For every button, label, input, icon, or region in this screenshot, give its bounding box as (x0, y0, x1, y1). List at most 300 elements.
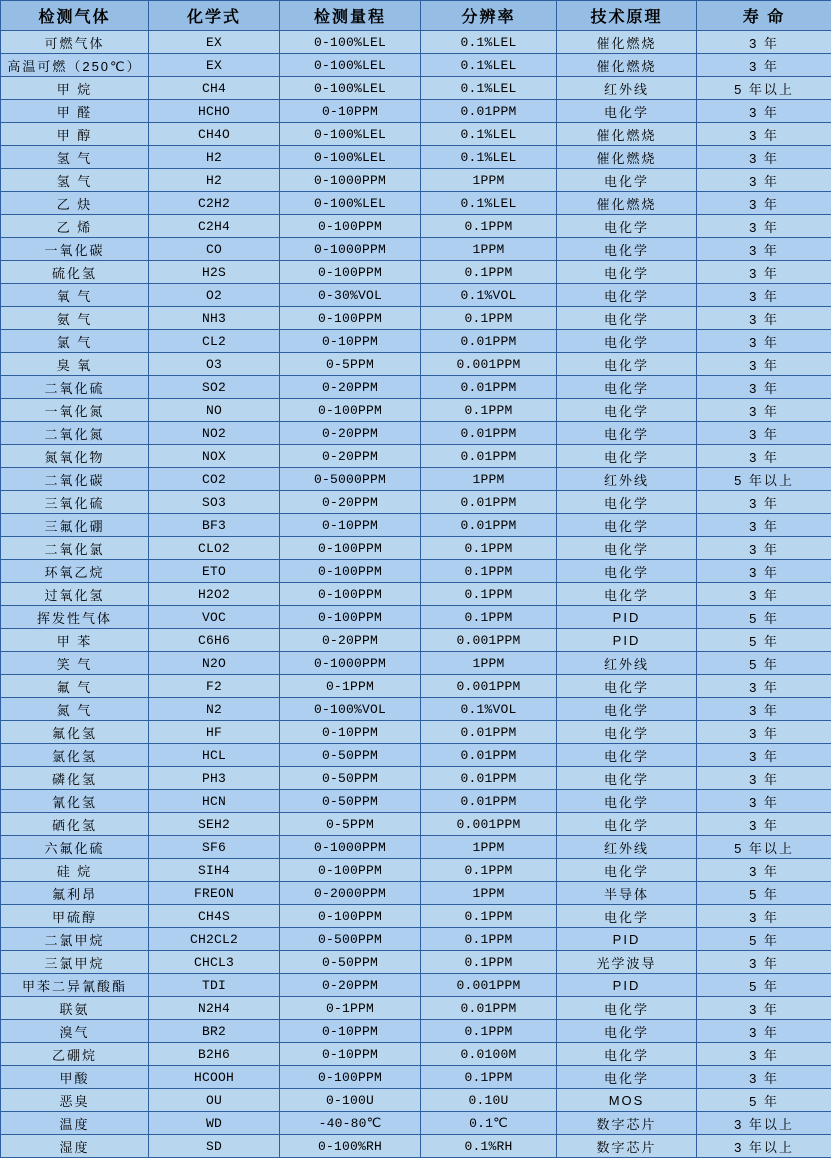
cell-lifetime: 5 年 (697, 606, 831, 629)
cell-range: 0-5000PPM (280, 468, 421, 491)
cell-lifetime: 3 年 (697, 721, 831, 744)
cell-formula: HCL (149, 744, 280, 767)
cell-gas: 氯化氢 (1, 744, 149, 767)
cell-principle: PID (557, 928, 697, 951)
cell-range: 0-5PPM (280, 353, 421, 376)
cell-lifetime: 3 年 (697, 31, 831, 54)
cell-resolution: 0.1PPM (421, 859, 557, 882)
cell-range: 0-1PPM (280, 997, 421, 1020)
cell-resolution: 1PPM (421, 169, 557, 192)
cell-principle: 电化学 (557, 560, 697, 583)
cell-range: 0-1000PPM (280, 238, 421, 261)
cell-gas: 三氟化硼 (1, 514, 149, 537)
cell-principle: 电化学 (557, 813, 697, 836)
cell-formula: SEH2 (149, 813, 280, 836)
cell-range: 0-100U (280, 1089, 421, 1112)
cell-range: 0-10PPM (280, 721, 421, 744)
cell-formula: NOX (149, 445, 280, 468)
cell-gas: 联氨 (1, 997, 149, 1020)
column-header-principle: 技术原理 (557, 1, 697, 31)
cell-lifetime: 3 年 (697, 399, 831, 422)
table-row (1, 744, 831, 767)
cell-formula: CH4S (149, 905, 280, 928)
cell-principle: 电化学 (557, 284, 697, 307)
cell-lifetime: 3 年 (697, 330, 831, 353)
cell-formula: O3 (149, 353, 280, 376)
cell-lifetime: 3 年 (697, 859, 831, 882)
table-row (1, 905, 831, 928)
cell-range: 0-20PPM (280, 491, 421, 514)
cell-resolution: 0.001PPM (421, 974, 557, 997)
cell-lifetime: 5 年 (697, 1089, 831, 1112)
cell-lifetime: 3 年 (697, 951, 831, 974)
cell-gas: 臭 氧 (1, 353, 149, 376)
cell-lifetime: 3 年 (697, 353, 831, 376)
cell-formula: O2 (149, 284, 280, 307)
cell-formula: B2H6 (149, 1043, 280, 1066)
cell-formula: NO (149, 399, 280, 422)
cell-formula: CH4O (149, 123, 280, 146)
cell-resolution: 0.1%RH (421, 1135, 557, 1158)
cell-resolution: 0.01PPM (421, 721, 557, 744)
cell-resolution: 1PPM (421, 238, 557, 261)
cell-resolution: 0.01PPM (421, 514, 557, 537)
cell-formula: H2 (149, 169, 280, 192)
cell-resolution: 0.1PPM (421, 307, 557, 330)
cell-gas: 可燃气体 (1, 31, 149, 54)
cell-principle: 数字芯片 (557, 1112, 697, 1135)
cell-principle: 电化学 (557, 859, 697, 882)
cell-resolution: 0.1%LEL (421, 146, 557, 169)
cell-principle: 电化学 (557, 100, 697, 123)
cell-principle: 红外线 (557, 652, 697, 675)
cell-formula: WD (149, 1112, 280, 1135)
cell-formula: CO2 (149, 468, 280, 491)
table-row (1, 307, 831, 330)
cell-resolution: 0.1%LEL (421, 54, 557, 77)
cell-principle: 电化学 (557, 767, 697, 790)
table-row (1, 790, 831, 813)
cell-gas: 过氧化氢 (1, 583, 149, 606)
cell-range: 0-5PPM (280, 813, 421, 836)
table-row (1, 675, 831, 698)
cell-range: 0-20PPM (280, 422, 421, 445)
cell-gas: 氮氧化物 (1, 445, 149, 468)
cell-lifetime: 3 年 (697, 698, 831, 721)
cell-resolution: 0.001PPM (421, 675, 557, 698)
table-row (1, 560, 831, 583)
cell-lifetime: 5 年以上 (697, 468, 831, 491)
table-row (1, 491, 831, 514)
table-body (1, 31, 831, 1158)
cell-lifetime: 5 年 (697, 629, 831, 652)
cell-principle: 数字芯片 (557, 1135, 697, 1158)
cell-range: 0-1000PPM (280, 169, 421, 192)
table-row (1, 100, 831, 123)
cell-gas: 磷化氢 (1, 767, 149, 790)
cell-range: 0-50PPM (280, 744, 421, 767)
cell-formula: H2 (149, 146, 280, 169)
cell-gas: 氟 气 (1, 675, 149, 698)
cell-range: 0-100PPM (280, 399, 421, 422)
cell-resolution: 0.1PPM (421, 399, 557, 422)
cell-gas: 一氧化碳 (1, 238, 149, 261)
cell-resolution: 0.01PPM (421, 491, 557, 514)
cell-formula: HF (149, 721, 280, 744)
column-header-resolution: 分辨率 (421, 1, 557, 31)
cell-range: 0-100PPM (280, 1066, 421, 1089)
cell-gas: 氢 气 (1, 146, 149, 169)
cell-resolution: 1PPM (421, 468, 557, 491)
cell-lifetime: 3 年 (697, 284, 831, 307)
cell-formula: SO2 (149, 376, 280, 399)
column-header-formula: 化学式 (149, 1, 280, 31)
cell-range: 0-10PPM (280, 1020, 421, 1043)
cell-principle: 红外线 (557, 77, 697, 100)
cell-resolution: 0.1PPM (421, 537, 557, 560)
cell-gas: 氰化氢 (1, 790, 149, 813)
cell-range: 0-1000PPM (280, 836, 421, 859)
cell-lifetime: 3 年以上 (697, 1135, 831, 1158)
cell-gas: 甲苯二异氰酸酯 (1, 974, 149, 997)
cell-lifetime: 3 年 (697, 997, 831, 1020)
cell-lifetime: 3 年 (697, 100, 831, 123)
cell-formula: H2S (149, 261, 280, 284)
cell-lifetime: 3 年 (697, 422, 831, 445)
cell-principle: 电化学 (557, 537, 697, 560)
cell-formula: FREON (149, 882, 280, 905)
table-row (1, 836, 831, 859)
cell-gas: 六氟化硫 (1, 836, 149, 859)
cell-gas: 氨 气 (1, 307, 149, 330)
cell-range: 0-100PPM (280, 905, 421, 928)
cell-range: 0-1000PPM (280, 652, 421, 675)
table-row (1, 1135, 831, 1158)
cell-lifetime: 3 年 (697, 583, 831, 606)
cell-range: 0-100PPM (280, 537, 421, 560)
cell-resolution: 1PPM (421, 882, 557, 905)
cell-principle: 催化燃烧 (557, 146, 697, 169)
cell-principle: 电化学 (557, 215, 697, 238)
table-row (1, 514, 831, 537)
cell-range: 0-100%LEL (280, 146, 421, 169)
cell-principle: 电化学 (557, 445, 697, 468)
cell-formula: SD (149, 1135, 280, 1158)
cell-formula: HCHO (149, 100, 280, 123)
cell-gas: 乙硼烷 (1, 1043, 149, 1066)
table-row (1, 445, 831, 468)
cell-principle: 电化学 (557, 514, 697, 537)
cell-gas: 恶臭 (1, 1089, 149, 1112)
table-row (1, 767, 831, 790)
table-row (1, 1043, 831, 1066)
cell-lifetime: 3 年 (697, 307, 831, 330)
cell-resolution: 0.01PPM (421, 422, 557, 445)
cell-range: 0-2000PPM (280, 882, 421, 905)
cell-range: 0-10PPM (280, 514, 421, 537)
table-row (1, 422, 831, 445)
cell-principle: 电化学 (557, 330, 697, 353)
cell-resolution: 0.1PPM (421, 1066, 557, 1089)
cell-principle: 电化学 (557, 422, 697, 445)
cell-principle: 光学波导 (557, 951, 697, 974)
cell-formula: BR2 (149, 1020, 280, 1043)
cell-gas: 乙 炔 (1, 192, 149, 215)
cell-range: 0-100PPM (280, 215, 421, 238)
cell-formula: H2O2 (149, 583, 280, 606)
cell-formula: CH2CL2 (149, 928, 280, 951)
cell-resolution: 0.01PPM (421, 330, 557, 353)
cell-resolution: 0.1%LEL (421, 77, 557, 100)
cell-resolution: 0.01PPM (421, 790, 557, 813)
cell-range: 0-100PPM (280, 307, 421, 330)
cell-principle: 电化学 (557, 307, 697, 330)
cell-lifetime: 3 年 (697, 813, 831, 836)
cell-formula: C6H6 (149, 629, 280, 652)
cell-resolution: 0.1PPM (421, 951, 557, 974)
cell-principle: 电化学 (557, 1020, 697, 1043)
table-row (1, 238, 831, 261)
cell-resolution: 0.1PPM (421, 215, 557, 238)
table-row (1, 192, 831, 215)
table-row (1, 951, 831, 974)
cell-range: 0-500PPM (280, 928, 421, 951)
cell-gas: 氟化氢 (1, 721, 149, 744)
cell-resolution: 0.1%LEL (421, 192, 557, 215)
cell-resolution: 0.1%VOL (421, 698, 557, 721)
table-row (1, 652, 831, 675)
cell-gas: 二氧化氮 (1, 422, 149, 445)
cell-principle: 催化燃烧 (557, 31, 697, 54)
cell-formula: CO (149, 238, 280, 261)
cell-principle: 红外线 (557, 468, 697, 491)
cell-principle: 电化学 (557, 353, 697, 376)
cell-principle: 催化燃烧 (557, 123, 697, 146)
cell-lifetime: 5 年 (697, 928, 831, 951)
cell-lifetime: 3 年 (697, 514, 831, 537)
cell-gas: 甲 醛 (1, 100, 149, 123)
cell-gas: 硅 烷 (1, 859, 149, 882)
cell-lifetime: 5 年以上 (697, 77, 831, 100)
cell-resolution: 1PPM (421, 652, 557, 675)
cell-principle: PID (557, 606, 697, 629)
cell-range: 0-100%LEL (280, 54, 421, 77)
cell-resolution: 0.001PPM (421, 813, 557, 836)
cell-formula: CH4 (149, 77, 280, 100)
cell-range: 0-100PPM (280, 859, 421, 882)
table-row (1, 583, 831, 606)
cell-range: 0-20PPM (280, 376, 421, 399)
cell-formula: CL2 (149, 330, 280, 353)
table-row (1, 376, 831, 399)
cell-formula: VOC (149, 606, 280, 629)
cell-range: 0-100PPM (280, 261, 421, 284)
cell-formula: HCOOH (149, 1066, 280, 1089)
cell-gas: 挥发性气体 (1, 606, 149, 629)
cell-resolution: 0.001PPM (421, 353, 557, 376)
cell-principle: 半导体 (557, 882, 697, 905)
cell-principle: 电化学 (557, 790, 697, 813)
cell-lifetime: 5 年以上 (697, 836, 831, 859)
cell-lifetime: 3 年 (697, 560, 831, 583)
table-row (1, 928, 831, 951)
cell-formula: SF6 (149, 836, 280, 859)
cell-resolution: 0.1%VOL (421, 284, 557, 307)
cell-resolution: 0.01PPM (421, 376, 557, 399)
cell-formula: N2 (149, 698, 280, 721)
column-header-lifetime: 寿 命 (697, 1, 831, 31)
cell-range: 0-10PPM (280, 330, 421, 353)
cell-gas: 二氯甲烷 (1, 928, 149, 951)
cell-lifetime: 3 年 (697, 192, 831, 215)
cell-range: -40-80℃ (280, 1112, 421, 1135)
cell-resolution: 0.01PPM (421, 744, 557, 767)
cell-principle: 电化学 (557, 675, 697, 698)
cell-formula: F2 (149, 675, 280, 698)
cell-formula: EX (149, 31, 280, 54)
table-row (1, 629, 831, 652)
cell-formula: NH3 (149, 307, 280, 330)
header-row (1, 1, 831, 31)
cell-range: 0-100%LEL (280, 77, 421, 100)
table-row (1, 606, 831, 629)
cell-gas: 氯 气 (1, 330, 149, 353)
table-row (1, 997, 831, 1020)
cell-lifetime: 5 年 (697, 882, 831, 905)
cell-principle: 催化燃烧 (557, 54, 697, 77)
cell-range: 0-20PPM (280, 629, 421, 652)
cell-principle: 电化学 (557, 583, 697, 606)
table-row (1, 54, 831, 77)
cell-gas: 甲硫醇 (1, 905, 149, 928)
cell-resolution: 0.01PPM (421, 767, 557, 790)
table-row (1, 31, 831, 54)
cell-lifetime: 5 年 (697, 974, 831, 997)
table-row (1, 77, 831, 100)
cell-principle: 电化学 (557, 169, 697, 192)
cell-lifetime: 3 年以上 (697, 1112, 831, 1135)
cell-resolution: 0.1PPM (421, 928, 557, 951)
cell-resolution: 0.1PPM (421, 606, 557, 629)
table-header (1, 1, 831, 31)
cell-lifetime: 3 年 (697, 767, 831, 790)
table-row (1, 859, 831, 882)
cell-lifetime: 3 年 (697, 675, 831, 698)
cell-range: 0-20PPM (280, 445, 421, 468)
table-row (1, 123, 831, 146)
cell-range: 0-10PPM (280, 1043, 421, 1066)
cell-lifetime: 3 年 (697, 238, 831, 261)
cell-formula: N2O (149, 652, 280, 675)
cell-gas: 高温可燃（250℃） (1, 54, 149, 77)
cell-range: 0-100%LEL (280, 123, 421, 146)
cell-range: 0-100%RH (280, 1135, 421, 1158)
cell-principle: 电化学 (557, 744, 697, 767)
cell-gas: 氢 气 (1, 169, 149, 192)
table-row (1, 537, 831, 560)
cell-formula: TDI (149, 974, 280, 997)
cell-gas: 环氧乙烷 (1, 560, 149, 583)
cell-resolution: 0.001PPM (421, 629, 557, 652)
table-row (1, 353, 831, 376)
cell-formula: EX (149, 54, 280, 77)
cell-formula: BF3 (149, 514, 280, 537)
column-header-range: 检测量程 (280, 1, 421, 31)
cell-gas: 溴气 (1, 1020, 149, 1043)
cell-lifetime: 3 年 (697, 123, 831, 146)
cell-resolution: 1PPM (421, 836, 557, 859)
cell-resolution: 0.1%LEL (421, 31, 557, 54)
cell-gas: 温度 (1, 1112, 149, 1135)
cell-formula: CHCL3 (149, 951, 280, 974)
table-row (1, 1020, 831, 1043)
cell-resolution: 0.01PPM (421, 997, 557, 1020)
cell-principle: 催化燃烧 (557, 192, 697, 215)
cell-gas: 甲酸 (1, 1066, 149, 1089)
cell-range: 0-1PPM (280, 675, 421, 698)
cell-lifetime: 3 年 (697, 790, 831, 813)
cell-resolution: 0.1%LEL (421, 123, 557, 146)
cell-gas: 氟利昂 (1, 882, 149, 905)
table-row (1, 1112, 831, 1135)
cell-gas: 二氧化碳 (1, 468, 149, 491)
cell-principle: 电化学 (557, 698, 697, 721)
cell-lifetime: 5 年 (697, 652, 831, 675)
table-row (1, 882, 831, 905)
cell-lifetime: 3 年 (697, 537, 831, 560)
cell-gas: 湿度 (1, 1135, 149, 1158)
table-row (1, 721, 831, 744)
cell-lifetime: 3 年 (697, 445, 831, 468)
cell-formula: SIH4 (149, 859, 280, 882)
cell-principle: 红外线 (557, 836, 697, 859)
cell-lifetime: 3 年 (697, 261, 831, 284)
table-row (1, 215, 831, 238)
cell-range: 0-30%VOL (280, 284, 421, 307)
cell-resolution: 0.1PPM (421, 1020, 557, 1043)
cell-lifetime: 3 年 (697, 169, 831, 192)
cell-range: 0-100%LEL (280, 31, 421, 54)
cell-lifetime: 3 年 (697, 146, 831, 169)
cell-gas: 硒化氢 (1, 813, 149, 836)
cell-lifetime: 3 年 (697, 1020, 831, 1043)
cell-gas: 甲 烷 (1, 77, 149, 100)
table-row (1, 146, 831, 169)
cell-gas: 甲 苯 (1, 629, 149, 652)
cell-formula: SO3 (149, 491, 280, 514)
cell-resolution: 0.0100M (421, 1043, 557, 1066)
cell-lifetime: 3 年 (697, 54, 831, 77)
cell-lifetime: 3 年 (697, 744, 831, 767)
cell-range: 0-10PPM (280, 100, 421, 123)
table-row (1, 1089, 831, 1112)
cell-formula: N2H4 (149, 997, 280, 1020)
cell-formula: CLO2 (149, 537, 280, 560)
cell-lifetime: 3 年 (697, 215, 831, 238)
cell-range: 0-50PPM (280, 951, 421, 974)
cell-lifetime: 3 年 (697, 376, 831, 399)
cell-range: 0-100%VOL (280, 698, 421, 721)
cell-resolution: 0.1PPM (421, 583, 557, 606)
cell-gas: 二氧化硫 (1, 376, 149, 399)
table-row (1, 1066, 831, 1089)
cell-principle: MOS (557, 1089, 697, 1112)
cell-lifetime: 3 年 (697, 1066, 831, 1089)
cell-gas: 氧 气 (1, 284, 149, 307)
cell-principle: 电化学 (557, 238, 697, 261)
cell-formula: OU (149, 1089, 280, 1112)
cell-principle: 电化学 (557, 905, 697, 928)
